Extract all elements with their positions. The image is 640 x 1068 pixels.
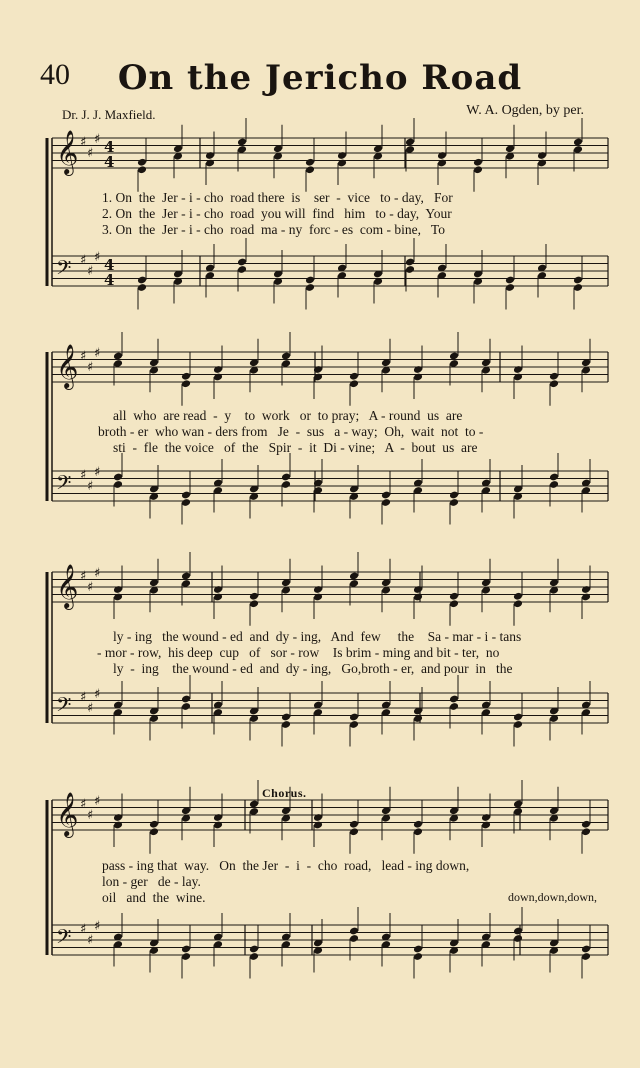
sharp-icon: ♯ (94, 566, 101, 581)
lyric-line: 3. On the Jer - i - cho road ma - ny forc - es com - bine, To (102, 222, 445, 237)
treble-clef-icon: 𝄞 (56, 130, 79, 174)
sharp-icon: ♯ (94, 465, 101, 480)
treble-clef-icon: 𝄞 (56, 344, 79, 388)
sharp-icon: ♯ (80, 253, 87, 268)
sharp-icon: ♯ (87, 146, 94, 161)
treble-clef-icon: 𝄞 (56, 564, 79, 608)
sharp-icon: ♯ (80, 569, 87, 584)
time-signature: 4 (104, 153, 115, 171)
bass-clef-icon: 𝄢 (56, 693, 72, 721)
chorus-label: Chorus. (262, 786, 307, 800)
lyric-line: all who are read - y to work or to pray; A - round us are (113, 408, 463, 423)
bass-clef-icon: 𝄢 (56, 925, 72, 953)
words-credit: W. A. Ogden, by per. (466, 103, 584, 118)
sharp-icon: ♯ (87, 701, 94, 716)
treble-clef-icon: 𝄞 (56, 792, 79, 836)
time-signature: 4 (104, 271, 115, 289)
lyric-line: oil and the wine. (102, 890, 206, 905)
sharp-icon: ♯ (80, 690, 87, 705)
lyric-line: lon - ger de - lay. (102, 874, 201, 889)
sharp-icon: ♯ (94, 687, 101, 702)
lyric-line: sti - fle the voice of the Spir - it Di - vine; A - bout us are (113, 440, 478, 455)
sharp-icon: ♯ (94, 919, 101, 934)
sharp-icon: ♯ (80, 135, 87, 150)
sharp-icon: ♯ (87, 808, 94, 823)
sharp-icon: ♯ (80, 797, 87, 812)
sharp-icon: ♯ (94, 250, 101, 265)
lyric-line: broth - er who wan - ders from Je - sus a - way; Oh, wait not to - (98, 424, 484, 439)
lyric-line: pass - ing that way. On the Jer - i - cho road, lead - ing down, (102, 858, 470, 873)
sharp-icon: ♯ (87, 264, 94, 279)
staff-lines (47, 130, 608, 955)
lyric-line: - mor - row, his deep cup of sor - row Is brim - ming and bit - ter, no (97, 645, 500, 660)
sharp-icon: ♯ (87, 933, 94, 948)
lyric-line: 1. On the Jer - i - cho road there is ser - vice to - day, For (102, 190, 453, 205)
bass-clef-icon: 𝄢 (56, 471, 72, 499)
sharp-icon: ♯ (94, 346, 101, 361)
sharp-icon: ♯ (80, 468, 87, 483)
time-signature: 4 (104, 256, 115, 274)
sharp-icon: ♯ (87, 479, 94, 494)
sharp-icon: ♯ (87, 580, 94, 595)
sharp-icon: ♯ (87, 360, 94, 375)
sharp-icon: ♯ (94, 132, 101, 147)
echo-text: down,down,down, (508, 890, 597, 904)
bass-clef-icon: 𝄢 (56, 256, 72, 284)
lyric-line: ly - ing the wound - ed and dy - ing, And few the Sa - mar - i - tans (113, 629, 522, 644)
sharp-icon: ♯ (80, 349, 87, 364)
sharp-icon: ♯ (80, 922, 87, 937)
music-credit: Dr. J. J. Maxfield. (62, 107, 156, 122)
hymn-title: On the Jericho Road (117, 58, 523, 98)
page-number: 40 (40, 58, 70, 91)
time-signature: 4 (104, 138, 115, 156)
lyric-line: ly - ing the wound - ed and dy - ing, Go,broth - er, and pour in the (113, 661, 513, 676)
sharp-icon: ♯ (94, 794, 101, 809)
notes (113, 118, 591, 979)
lyric-line: 2. On the Jer - i - cho road you will find him to - day, Your (102, 206, 452, 221)
